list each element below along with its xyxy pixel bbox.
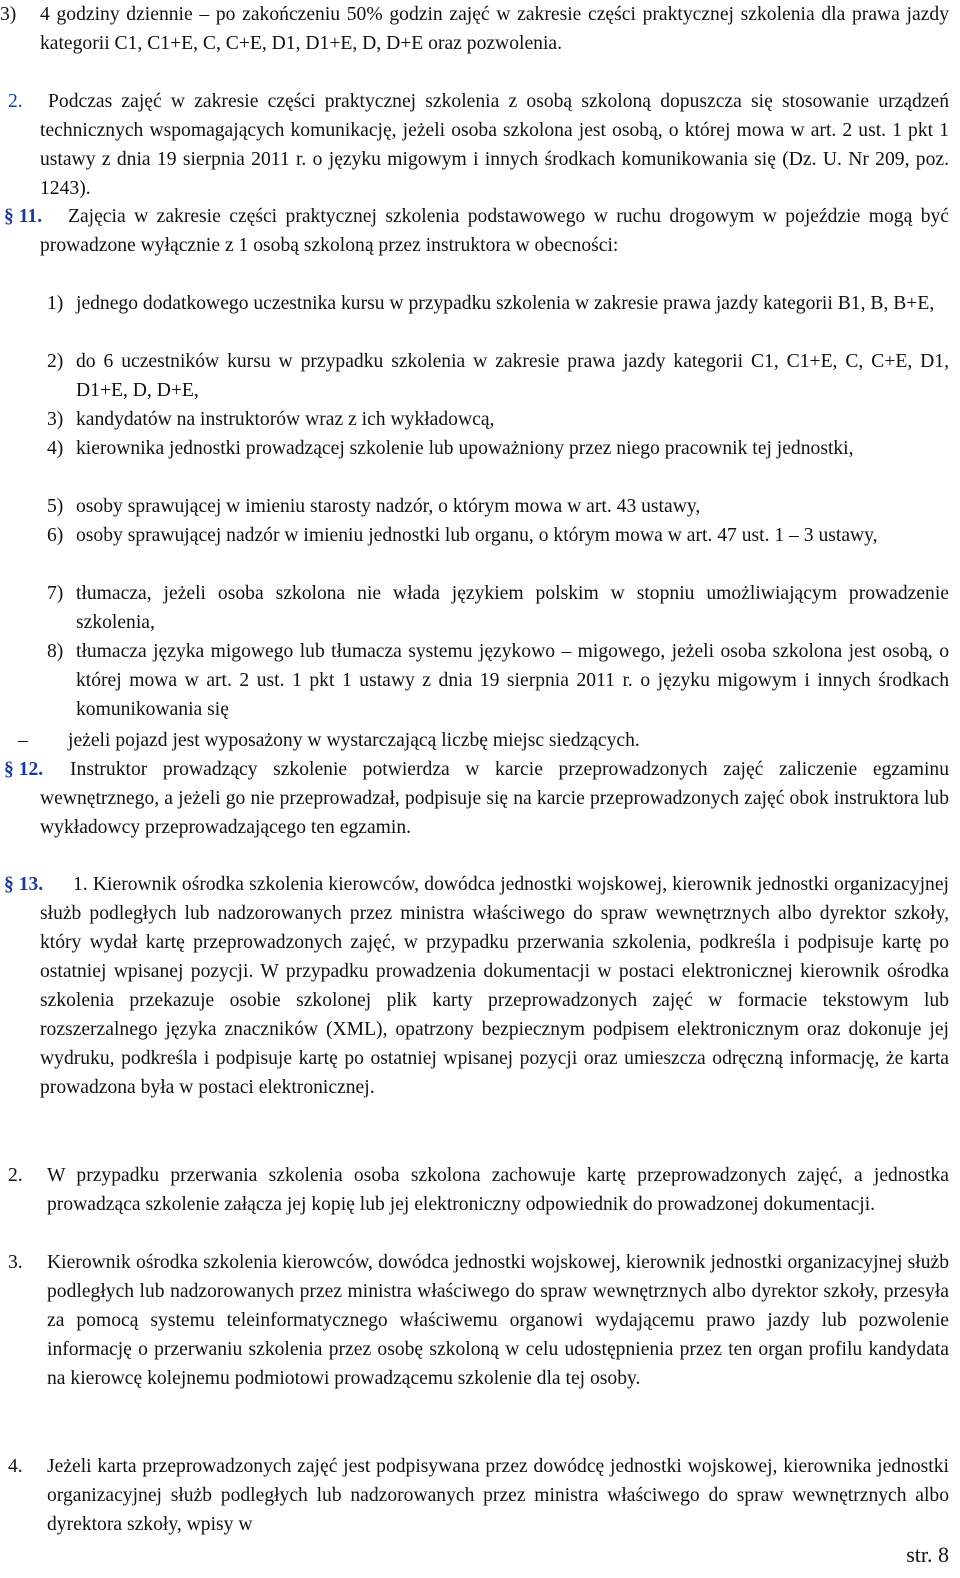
dash-mark: – xyxy=(18,730,28,751)
list-item-text: do 6 uczestników kursu w przypadku szkolenia w zakresie prawa jazdy kategorii C1, C1+E, C, C+E, D1, D1+E, D, D+E, xyxy=(76,351,949,401)
list-item-number: 3) xyxy=(0,4,17,25)
list-item-text: osoby sprawującej nadzór w imieniu jednostki lub organu, o którym mowa w art. 47 ust. 1 – 3 ustawy, xyxy=(76,525,878,546)
point-text: Jeżeli karta przeprowadzonych zajęć jest podpisywana przez dowódcę jednostki wojskowej, kierownika jednostki organizacyjnej służb podległych lub nadzorowanych przez ministra właściwego do spraw wewnętrznych albo dyrektora szkoły, wpisy w xyxy=(47,1456,949,1535)
list-item-number: 4) xyxy=(47,438,64,459)
list-item-text: tłumacza języka migowego lub tłumacza systemu językowo – migowego, jeżeli osoba szkolona jest osobą, o której mowa w art. 2 ust. 1 pkt 1 ustawy z dnia 19 sierpnia 2011 r. o języku migowym i innych środkach komunikowania się xyxy=(76,641,949,720)
section-text: 1. Kierownik ośrodka szkolenia kierowców, dowódca jednostki wojskowej, kierownik jednostki organizacyjnej służb podległych lub nadzorowanych przez ministra właściwego do spraw wewnętrznych albo dyrektor szkoły, który wydał kartę przeprowadzonych zajęć, w przypadku przerwania szkolenia, podkreśla i podpisuje kartę po ostatniej wpisanej pozycji. W przypadku prowadzenia dokumentacji w postaci elektronicznej kierownik ośrodka szkolenia przekazuje osobie szkolonej plik karty przeprowadzonych zajęć w formacie tekstowym lub rozszerzalnego języka znaczników (XML), opatrzony bezpiecznym podpisem elektronicznym oraz dokonuje jej wydruku, podkreśla i podpisuje kartę po ostatniej wpisanej pozycji oraz umieszcza odręczną informację, że karta prowadzona była w postaci elektronicznej. xyxy=(40,874,949,1098)
list-item-text: kandydatów na instruktorów wraz z ich wykładowcą, xyxy=(76,409,495,430)
point-text: Podczas zajęć w zakresie części praktycznej szkolenia z osobą szkoloną dopuszcza się stosowanie urządzeń technicznych wspomagających komunikację, jeżeli osoba szkolona jest osobą, o której mowa w art. 2 ust. 1 pkt 1 ustawy z dnia 19 sierpnia 2011 r. o języku migowym i innych środkach komunikowania się (Dz. U. Nr 209, poz. 1243). xyxy=(40,91,949,199)
list-item-number: 3) xyxy=(47,409,64,430)
list-item-text: 4 godziny dziennie – po zakończeniu 50% godzin zajęć w zakresie części praktycznej szkolenia dla prawa jazdy kategorii C1, C1+E, C, C+E, D1, D1+E, D, D+E oraz pozwolenia. xyxy=(40,4,949,54)
section-text: Zajęcia w zakresie części praktycznej szkolenia podstawowego w ruchu drogowym w pojeździe mogą być prowadzone wyłącznie z 1 osobą szkoloną przez instruktora w obecności: xyxy=(40,206,949,256)
list-item-text: jednego dodatkowego uczestnika kursu w przypadku szkolenia w zakresie prawa jazdy kategorii B1, B, B+E, xyxy=(76,293,935,314)
list-item-number: 6) xyxy=(47,525,64,546)
list-item-number: 8) xyxy=(47,641,64,662)
list-item-number: 2) xyxy=(47,351,64,372)
page-number: str. 8 xyxy=(906,1542,949,1567)
list-item-text: tłumacza, jeżeli osoba szkolona nie włada językiem polskim w stopniu umożliwiającym prowadzenie szkolenia, xyxy=(76,583,949,633)
point-number: 4. xyxy=(8,1456,23,1477)
section-text: Instruktor prowadzący szkolenie potwierdza w karcie przeprowadzonych zajęć zaliczenie egzaminu wewnętrznego, a jeżeli go nie przeprowadzał, podpisuje się na karcie przeprowadzonych zajęć obok instruktora lub wykładowcy przeprowadzającego ten egzamin. xyxy=(40,759,949,838)
dash-text: jeżeli pojazd jest wyposażony w wystarczającą liczbę miejsc siedzących. xyxy=(68,730,640,751)
list-item-text: kierownika jednostki prowadzącej szkolenie lub upoważniony przez niego pracownik tej jednostki, xyxy=(76,438,854,459)
point-number: 2. xyxy=(8,1165,23,1186)
section-label: § 13. xyxy=(4,874,44,895)
section-label: § 12. xyxy=(4,759,44,780)
list-item-number: 1) xyxy=(47,293,64,314)
point-text: Kierownik ośrodka szkolenia kierowców, dowódca jednostki wojskowej, kierownik jednostki organizacyjnej służb podległych lub nadzorowanych przez ministra właściwego do spraw wewnętrznych albo dyrektor szkoły, przesyła za pomocą systemu teleinformatycznego właściwemu organowi wydającemu prawo jazdy lub pozwolenie informację o przerwaniu szkolenia przez osobę szkoloną w celu udostępnienia przez ten organ profilu kandydata na kierowcę kolejnemu podmiotowi prowadzącemu szkolenie dla tej osoby. xyxy=(47,1252,949,1389)
list-item-number: 7) xyxy=(47,583,64,604)
point-text: W przypadku przerwania szkolenia osoba szkolona zachowuje kartę przeprowadzonych zajęć, a jednostka prowadząca szkolenie załącza jej kopię lub jej elektroniczny odpowiednik do prowadzonej dokumentacji. xyxy=(47,1165,949,1215)
list-item-number: 5) xyxy=(47,496,64,517)
list-item-text: osoby sprawującej w imieniu starosty nadzór, o którym mowa w art. 43 ustawy, xyxy=(76,496,701,517)
point-number: 3. xyxy=(8,1252,23,1273)
section-label: § 11. xyxy=(4,206,43,227)
point-number: 2. xyxy=(8,91,23,112)
